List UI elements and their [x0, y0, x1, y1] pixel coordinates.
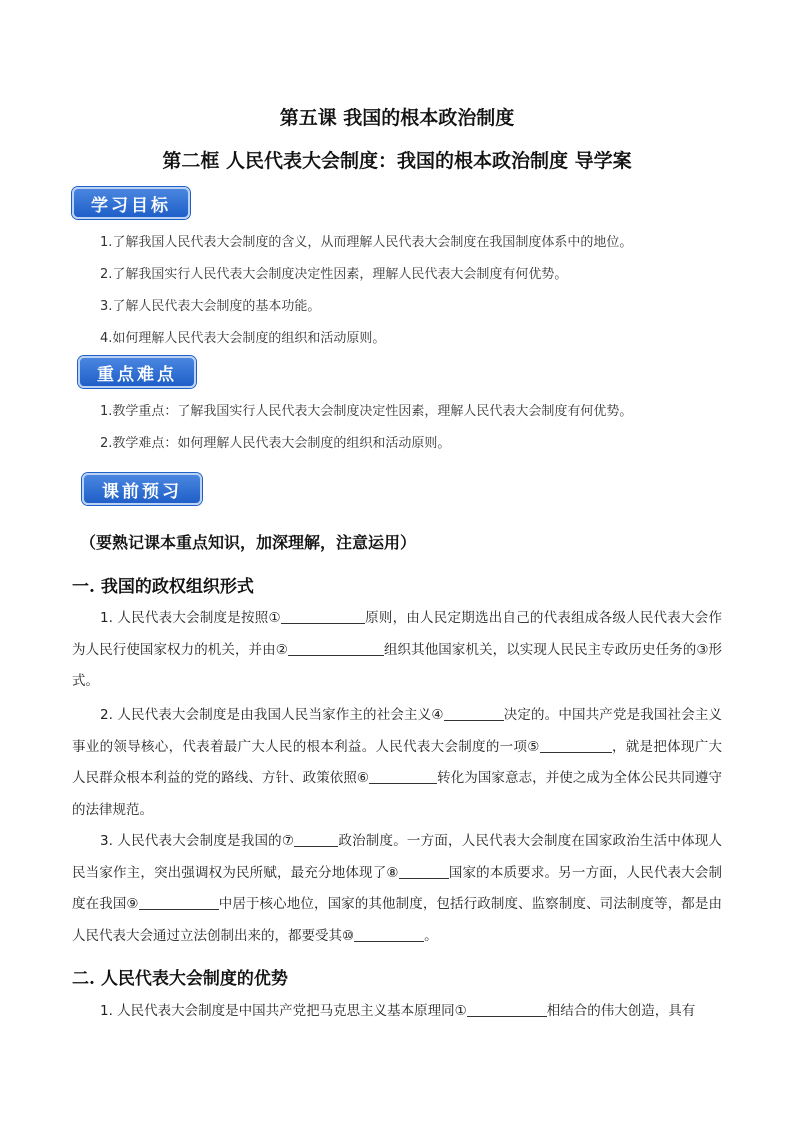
preview-badge: 课前预习	[82, 473, 202, 505]
lesson-subtitle: 第二框 人民代表大会制度：我国的根本政治制度 导学案	[162, 150, 632, 172]
fill-blank[interactable]	[444, 705, 504, 721]
fill-blank[interactable]	[369, 768, 437, 784]
fill-blank[interactable]	[354, 926, 424, 942]
blank-number: ①	[454, 1003, 467, 1019]
objective-item: 2.了解我国实行人民代表大会制度决定性因素，理解人民代表大会制度有何优势。	[100, 267, 568, 282]
fill-blank[interactable]	[467, 1001, 547, 1017]
blank-number: ②	[275, 641, 288, 658]
blank-number: ⑩	[342, 927, 355, 944]
fill-blank[interactable]	[294, 831, 338, 847]
paragraph-3: 3. 人民代表大会制度是我国的⑦ 政治制度。一方面，人民代表大会制度在国家政治生活中体现人民当家作主，突出强调权为民所赋，最充分地体现了⑧ 国家的本质要求。另一方面，人民代表大会制度在我国⑨ 中居于核心地位，国家的其他制度，包括行政制度、监察制度、司法制度等，都是由人民代表大会通过立法创制出来的，都要受其⑩ 。	[72, 833, 723, 944]
objective-item: 3.了解人民代表大会制度的基本功能。	[100, 299, 321, 314]
blank-number: ⑨	[126, 896, 139, 912]
key-point-item: 2.教学难点：如何理解人民代表大会制度的组织和活动原则。	[100, 436, 451, 451]
fill-blank[interactable]	[288, 640, 384, 656]
paragraph-2: 2. 人民代表大会制度是由我国人民当家作主的社会主义④ 决定的。中国共产党是我国社会主义事业的领导核心，代表着最广大人民的根本利益。人民代表大会制度的一项⑤ ，就是把体现广大人民群众根本利益的党的路线、方针、政策依照⑥ 转化为国家意志，并使之成为全体公民共同遵守的法律规范。	[72, 707, 723, 818]
paragraph-4: 1. 人民代表大会制度是中国共产党把马克思主义基本原理同① 相结合的伟大创造，具有	[100, 1003, 696, 1019]
paragraph-1: 1. 人民代表大会制度是按照① 原则，由人民定期选出自己的代表组成各级人民代表大会作为人民行使国家权力的机关，并由② 组织其他国家机关，以实现人民民主专政历史任务的③形式。	[72, 610, 723, 689]
key-point-item: 1.教学重点：了解我国实行人民代表大会制度决定性因素，理解人民代表大会制度有何优势。	[100, 404, 633, 419]
section-heading-2: 二. 人民代表大会制度的优势	[72, 969, 288, 989]
blank-number: ①	[268, 610, 281, 626]
blank-number: ③	[696, 641, 709, 658]
blank-number: ⑧	[386, 864, 399, 881]
fill-blank[interactable]	[399, 863, 449, 879]
blank-number: ⑥	[356, 770, 370, 786]
fill-blank[interactable]	[281, 608, 365, 624]
key-points-badge: 重点难点	[78, 356, 196, 388]
blank-number: ⑤	[527, 738, 540, 755]
lesson-title: 第五课 我国的根本政治制度	[279, 107, 515, 129]
blank-number: ④	[431, 707, 444, 723]
fill-blank[interactable]	[540, 737, 612, 753]
objectives-badge: 学习目标	[72, 187, 190, 219]
objective-item: 4.如何理解人民代表大会制度的组织和活动原则。	[100, 331, 386, 346]
study-note: （要熟记课本重点知识，加深理解，注意运用）	[80, 533, 417, 552]
blank-number: ⑦	[281, 833, 295, 849]
fill-blank[interactable]	[139, 894, 219, 910]
section-heading-1: 一. 我国的政权组织形式	[72, 577, 254, 597]
objective-item: 1.了解我国人民代表大会制度的含义，从而理解人民代表大会制度在我国制度体系中的地位。	[100, 235, 633, 250]
